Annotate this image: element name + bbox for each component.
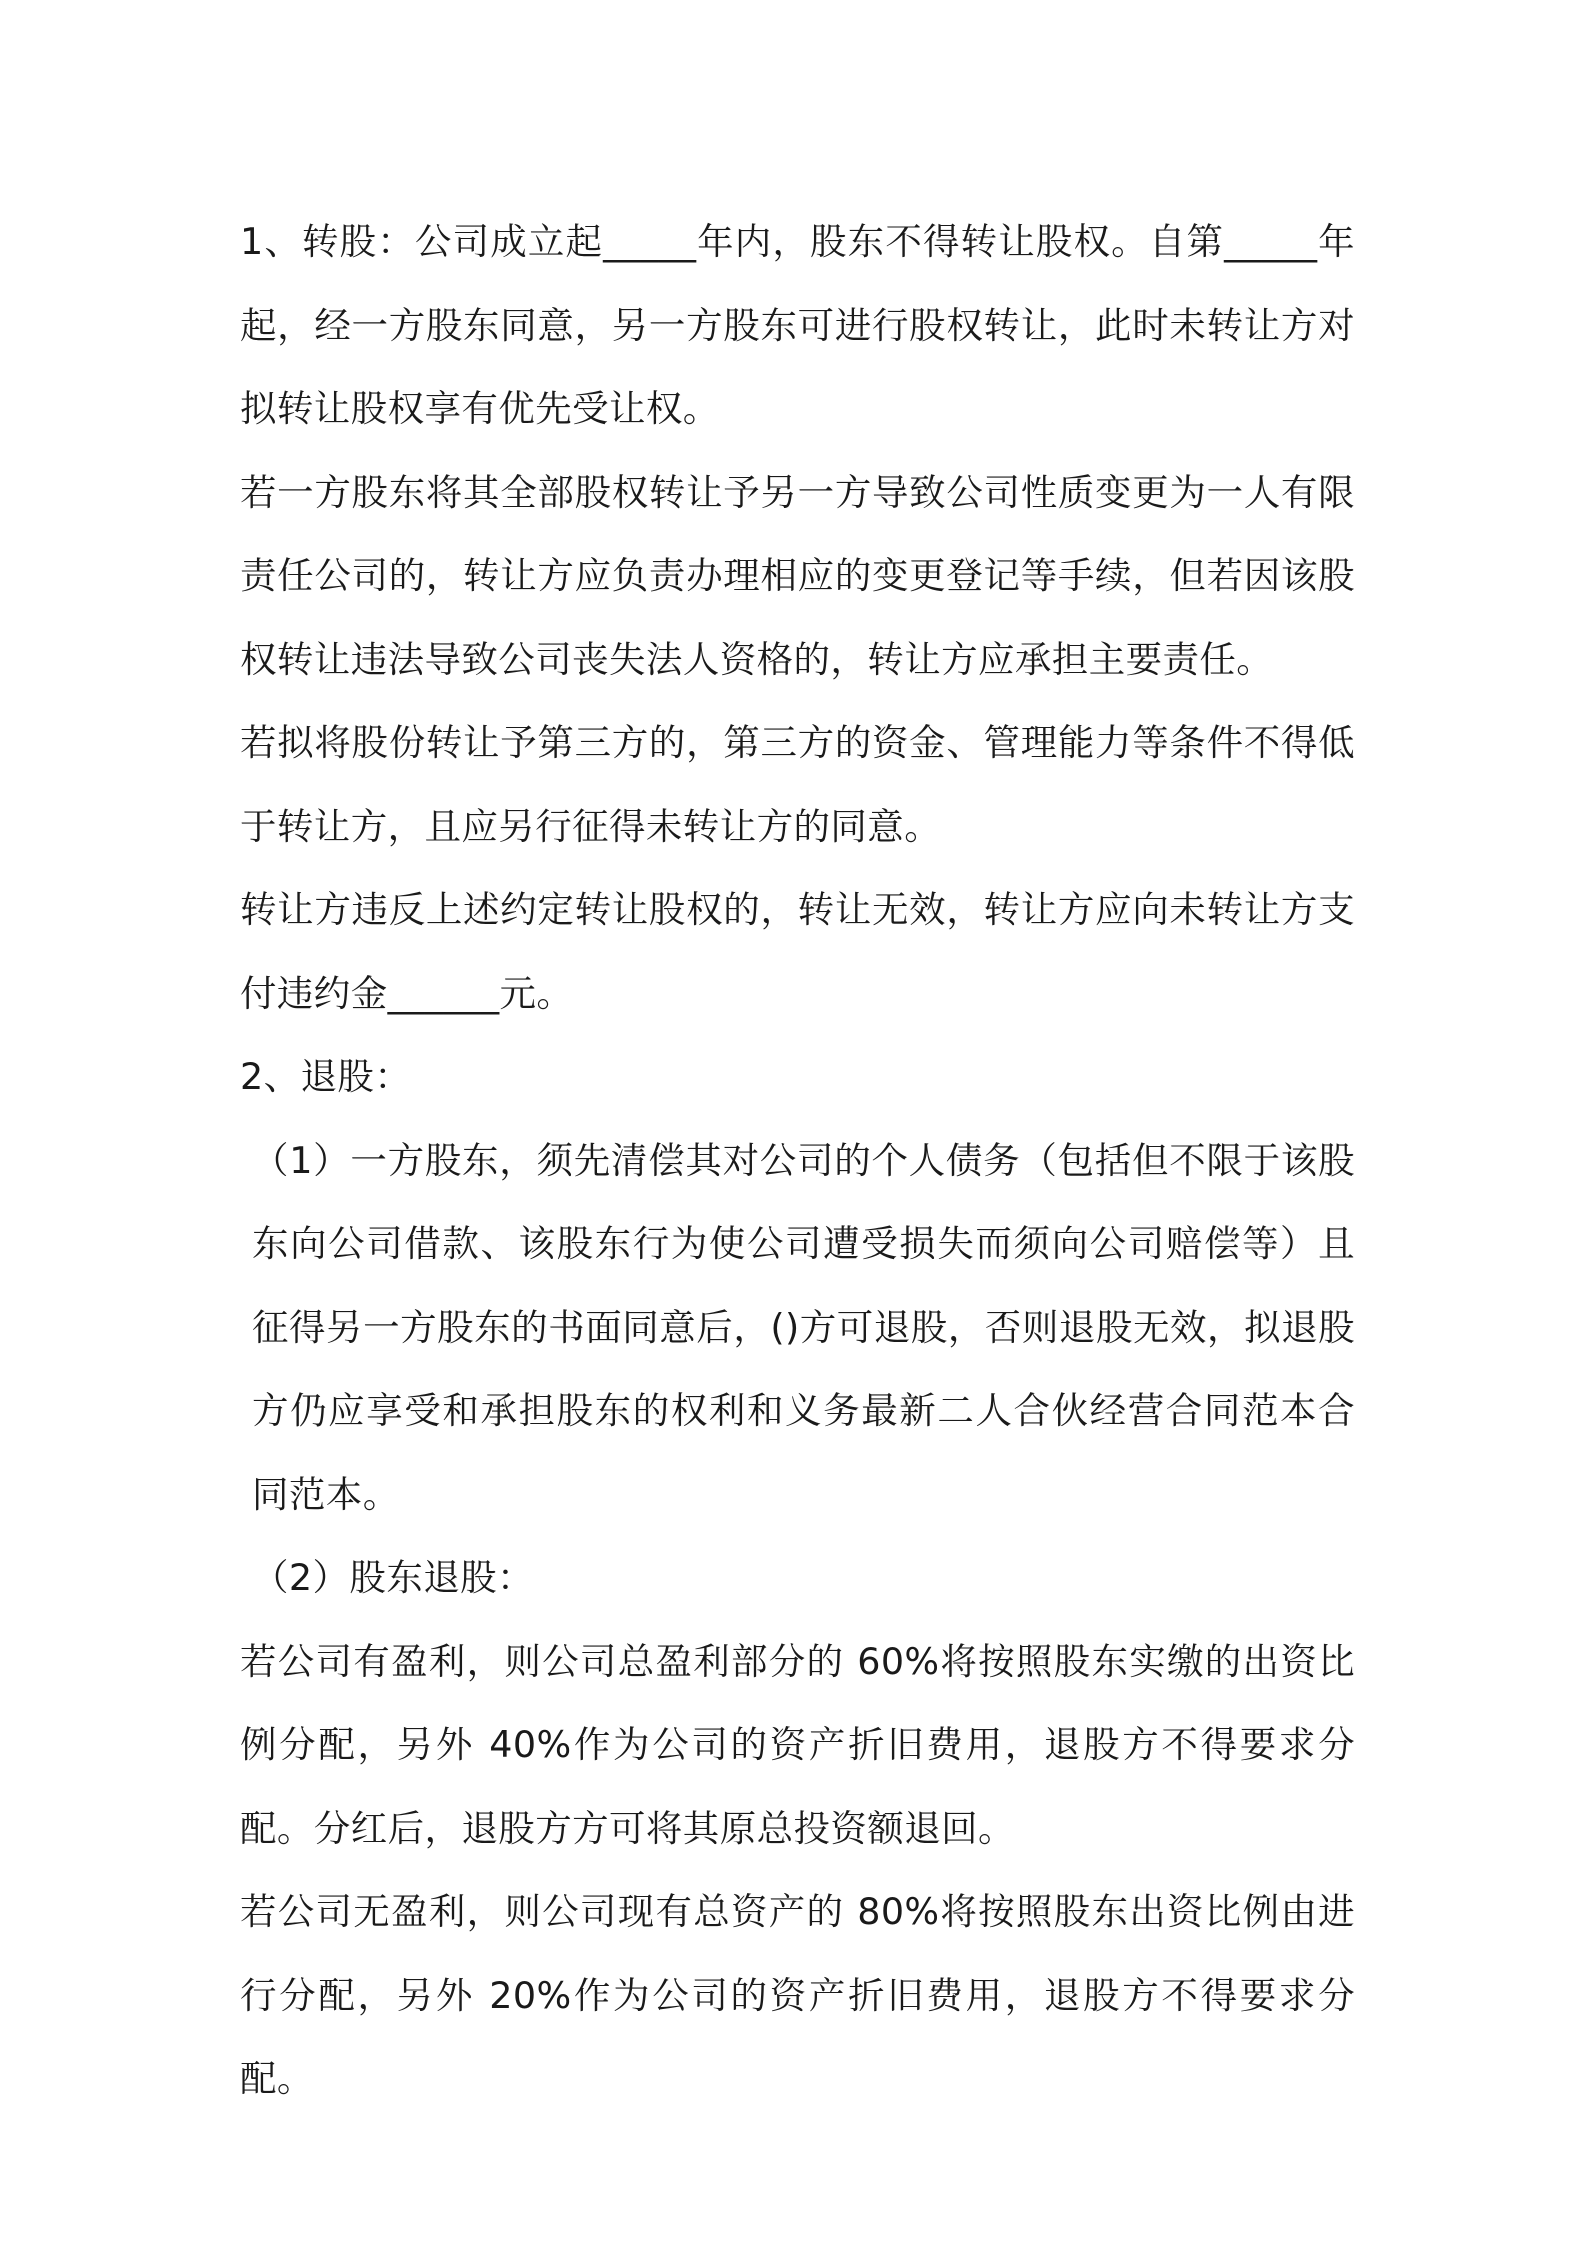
third-party-transfer-paragraph: 若拟将股份转让予第三方的，第三方的资金、管理能力等条件不得低于转让方，且应另行征得未转让方的同意。 [240,721,1355,848]
clause-transfer-paragraph: 1、转股：公司成立起_____年内，股东不得转让股权。自第_____年起，经一方股东同意，另一方股东可进行股权转让，此时未转让方对拟转让股权享有优先受让权。 [240,220,1355,430]
document-page [240,200,1355,2121]
profit-case-paragraph: 若公司有盈利，则公司总盈利部分的 60%将按照股东实缴的出资比例分配，另外 40%作为公司的资产折旧费用，退股方不得要求分配。分红后，退股方方可将其原总投资额退回。 [240,1639,1355,1850]
withdrawal-item-1-paragraph: （1）一方股东，须先清偿其对公司的个人债务（包括但不限于该股东向公司借款、该股东行为使公司遭受损失而须向公司赔偿等）且征得另一方股东的书面同意后，()方可退股，否则退股无效，拟退股方仍应享受和承担股东的权利和义务最新二人合伙经营合同范本合同范本。 [252,1138,1355,1516]
no-profit-case-paragraph: 若公司无盈利，则公司现有总资产的 80%将按照股东出资比例由进行分配，另外 20%作为公司的资产折旧费用，退股方不得要求分配。 [240,1890,1355,2100]
withdrawal-item-2-heading: （2）股东退股： [252,1556,534,1599]
breach-penalty-paragraph: 转让方违反上述约定转让股权的，转让无效，转让方应向未转让方支付违约金______元。 [240,888,1355,1015]
single-shareholder-paragraph: 若一方股东将其全部股权转让予另一方导致公司性质变更为一人有限责任公司的，转让方应负责办理相应的变更登记等手续，但若因该股权转让违法导致公司丧失法人资格的，转让方应承担主要责任。 [240,470,1355,681]
clause-withdrawal-heading: 2、退股： [240,1055,412,1098]
